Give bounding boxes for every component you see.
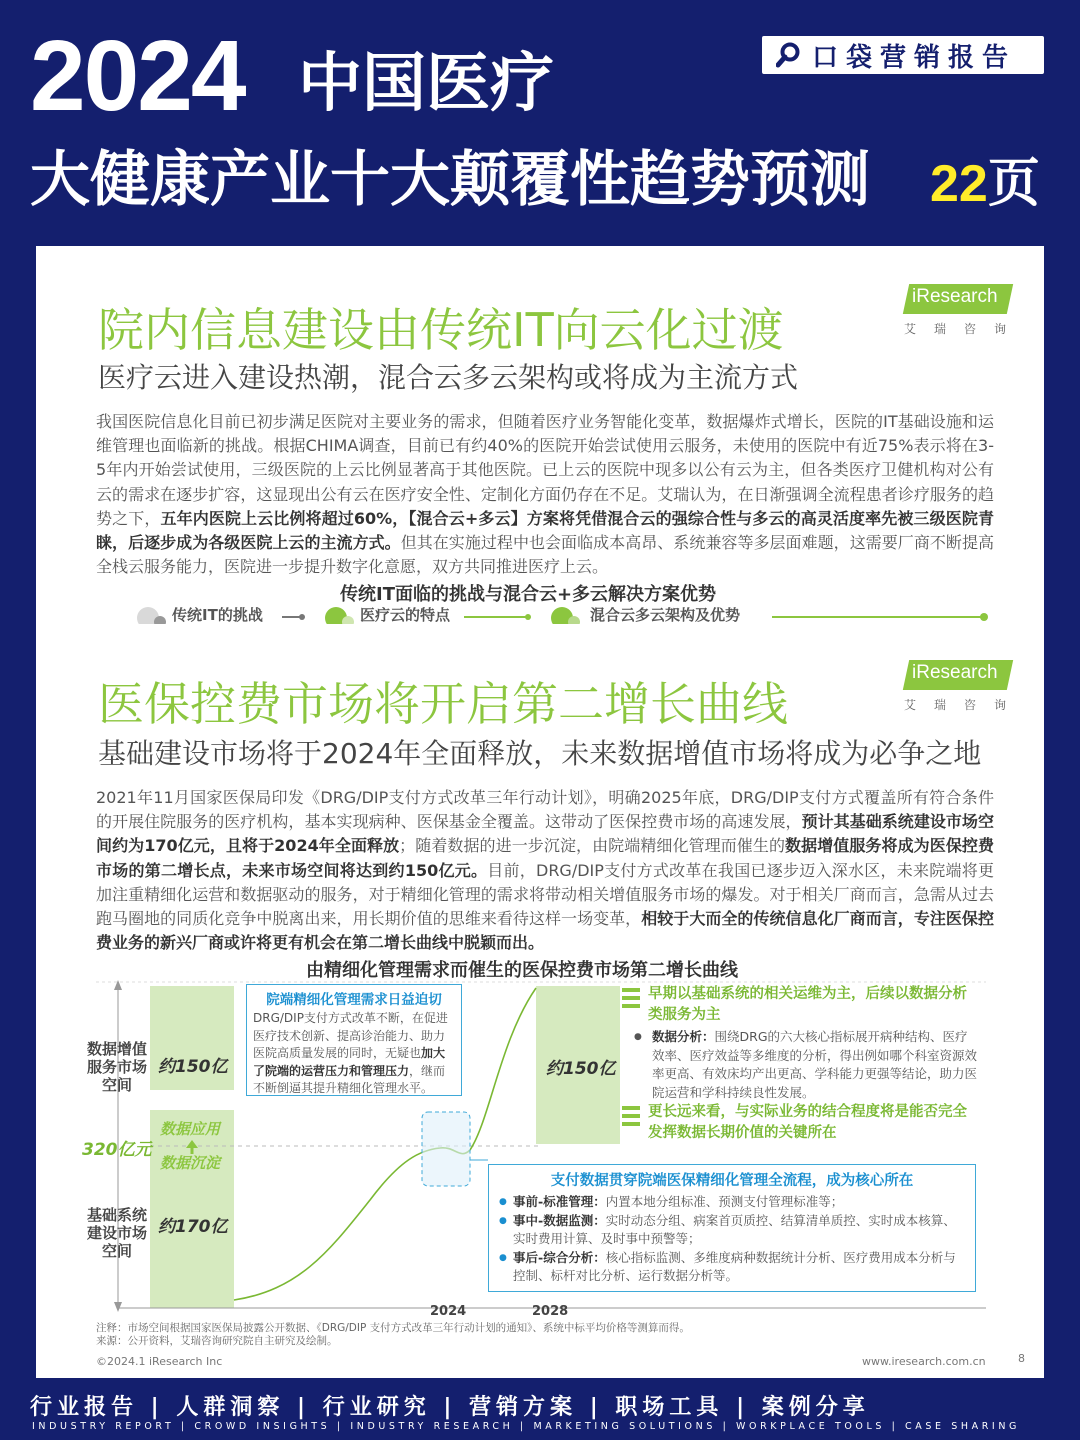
- section1-paragraph: 我国医院信息化目前已初步满足医院对主要业务的需求，但随着医疗业务智能化变革，数据爆炸式增长，医院的IT基础设施和运维管理也面临新的挑战。根据CHIMA调查，目前已有约40%的医院开始尝试使用云服务，未使用的医院中有近75%表示将在3-5年内开始尝试使用，三级医院的上云比例显著高于其他医院。已上云的医院中现多以公有云为主，但各类医疗卫健机构对公有云的需求在逐步扩容，这显现出公有云在医疗安全性、定制化方面仍存在不足。艾瑞认为，在日渐强调全流程患者诊疗服务的趋势之下，五年内医院上云比例将超过60%，【混合云+多云】方案将凭借混合云的强综合性与多云的高灵活度率先被三级医院青睐，后逐步成为各级医院上云的主流方式。但其在实施过程中也会面临成本高昂、系统兼容等多层面难题，这需要厂商不断提高全栈云服务能力，医院进一步提升数字化意愿，双方共同推进医疗上云。: [96, 412, 994, 577]
- section2-chart-title: 由精细化管理需求而催生的医保控费市场第二增长曲线: [306, 960, 738, 981]
- chart-note: 注释：市场空间根据国家医保局披露公开数据、《DRG/DIP 支付方式改革三年行动计划的通知》、系统中标平均价格等测算而得。: [96, 1322, 690, 1334]
- section1-chart-title: 传统IT面临的挑战与混合云+多云解决方案优势: [340, 584, 717, 605]
- flow-item-3: 混合云多云架构及优势: [590, 606, 741, 624]
- flow-item-1: 传统IT的挑战: [172, 606, 263, 624]
- payment-item-during: ● 事中-数据监测：实时动态分组、病案首页质控、结算清单质控、实时成本核算、实时费用计算、及时事中预警等；: [499, 1212, 965, 1249]
- value-bottom-left: 约170亿: [158, 1217, 228, 1237]
- bullet-dot-icon: ●: [634, 1032, 642, 1042]
- website-url: www.iresearch.com.cn: [862, 1355, 986, 1368]
- header-title-line2: 大健康产业十大颠覆性趋势预测: [30, 145, 870, 215]
- demand-callout-text: DRG/DIP支付方式改革不断，在促进医疗技术创新、提高诊治能力、助力医院高质量发展的同时，无疑也加大了院端的运营压力和管理压力，继而不断倒逼其提升精细化管理水平。: [253, 1011, 448, 1095]
- y-tick-320: 320亿元: [82, 1140, 152, 1160]
- demand-callout-title: 院端精细化管理需求日益迫切: [266, 992, 442, 1008]
- page-count-unit: 页: [987, 154, 1040, 214]
- page-number: 8: [1018, 1352, 1025, 1365]
- flow-item-2: 医疗云的特点: [360, 606, 451, 624]
- inflection-box: [422, 1112, 470, 1186]
- value-right: 约150亿: [546, 1059, 616, 1079]
- section2-paragraph: 2021年11月国家医保局印发《DRG/DIP支付方式改革三年行动计划》，明确2025年底，DRG/DIP支付方式覆盖所有符合条件的开展住院服务的医疗机构，基本实现病种、医保基金全覆盖。这带动了医保控费市场的高速发展，预计其基础系统建设市场空间约为170亿元，且将于2024年全面释放；随着数据的进一步沉淀，由院端精细化管理而催生的数据增值服务将成为医保控费市场的第二增长点，未来市场空间将达到约150亿元。目前，DRG/DIP支付方式改革在我国已逐步迈入深水区，未来院端将更加注重精细化运营和数据驱动的服务，对于精细化管理的需求将带动相关增值服务市场的爆发。对于相关厂商而言，急需从过去跑马圈地的同质化竞争中脱离出来，用长期价值的思维来看待这样一场变革，相较于大而全的传统信息化厂商而言，专注医保控费业务的新兴厂商或许将更有机会在第二增长曲线中脱颖而出。: [96, 788, 994, 953]
- x-tick-2024: 2024: [430, 1304, 467, 1319]
- value-band-bottom-left: [150, 1110, 234, 1308]
- x-tick-2028: 2028: [532, 1304, 569, 1319]
- header-title-line1: 中国医疗: [298, 47, 554, 121]
- right-point-1: 早期以基础系统的相关运维为主，后续以数据分析类服务为主: [648, 986, 967, 1023]
- header-year: 2024: [30, 20, 245, 132]
- right-point-2: 更长远来看，与实际业务的结合程度将是能否完全发挥数据长期价值的关键所在: [648, 1104, 967, 1141]
- payment-item-post: ● 事后-综合分析：核心指标监测、多维度病种数据统计分析、医疗费用成本分析与控制、标杆对比分析、运行数据分析等。: [499, 1249, 965, 1286]
- phase-data-application: 数据应用: [160, 1120, 221, 1138]
- logo-word-2: iResearch: [912, 662, 998, 683]
- payment-callout-title: 支付数据贯穿院端医保精细化管理全流程，成为核心所在: [550, 1173, 914, 1189]
- section2-title: 医保控费市场将开启第二增长曲线: [98, 677, 788, 731]
- payment-data-callout-box: [488, 1164, 976, 1292]
- y-axis-arrow-bottom: [114, 1302, 122, 1312]
- logo-cn-2: 艾瑞咨询: [904, 698, 1025, 712]
- page-count-number: 22: [930, 155, 988, 213]
- section1-title: 院内信息建设由传统IT向云化过渡: [98, 303, 784, 357]
- section1-subtitle: 医疗云进入建设热潮，混合云多云架构或将成为主流方式: [98, 361, 799, 394]
- bottom-category-nav-en: INDUSTRY REPORT | CROWD INSIGHTS | INDUSTRY RESEARCH | MARKETING SOLUTIONS | WORKPLACE TOOLS | CASE SHARING: [32, 1421, 1020, 1432]
- bottom-category-nav[interactable]: 行业报告 | 人群洞察 | 行业研究 | 营销方案 | 职场工具 | 案例分享: [30, 1395, 870, 1420]
- list-icon-2: [622, 1106, 640, 1126]
- logo-word: iResearch: [912, 286, 998, 307]
- value-top-left: 约150亿: [158, 1057, 228, 1077]
- brand-name: 口袋营销报告: [812, 42, 1017, 73]
- logo-cn: 艾瑞咨询: [904, 322, 1025, 336]
- phase-data-sedimentation: 数据沉淀: [160, 1154, 221, 1172]
- y-label-data-service: 数据增值服务市场空间: [86, 1040, 147, 1094]
- y-label-base-system: 基础系统建设市场空间: [86, 1206, 147, 1260]
- section2-subtitle: 基础建设市场将于2024年全面释放，未来数据增值市场将成为必争之地: [98, 737, 982, 770]
- demand-callout-box: [246, 984, 462, 1096]
- payment-item-pre: ● 事前-标准管理：内置本地分组标准、预测支付管理标准等；: [499, 1193, 965, 1212]
- copyright: ©2024.1 iResearch Inc: [96, 1355, 223, 1368]
- payment-callout-list: [499, 1193, 965, 1286]
- chart-source: 来源：公开资料，艾瑞咨询研究院自主研究及绘制。: [96, 1335, 338, 1347]
- right-bullet-analysis: 数据分析：围绕DRG的六大核心指标展开病种结构、医疗效率、医疗效益等多维度的分析，得出例如哪个科室资源效率更高、有效床均产出更高、学科能力更强等结论，助力医院运营和学科持续良性发展。: [652, 1029, 978, 1100]
- list-icon-1: [622, 988, 640, 1008]
